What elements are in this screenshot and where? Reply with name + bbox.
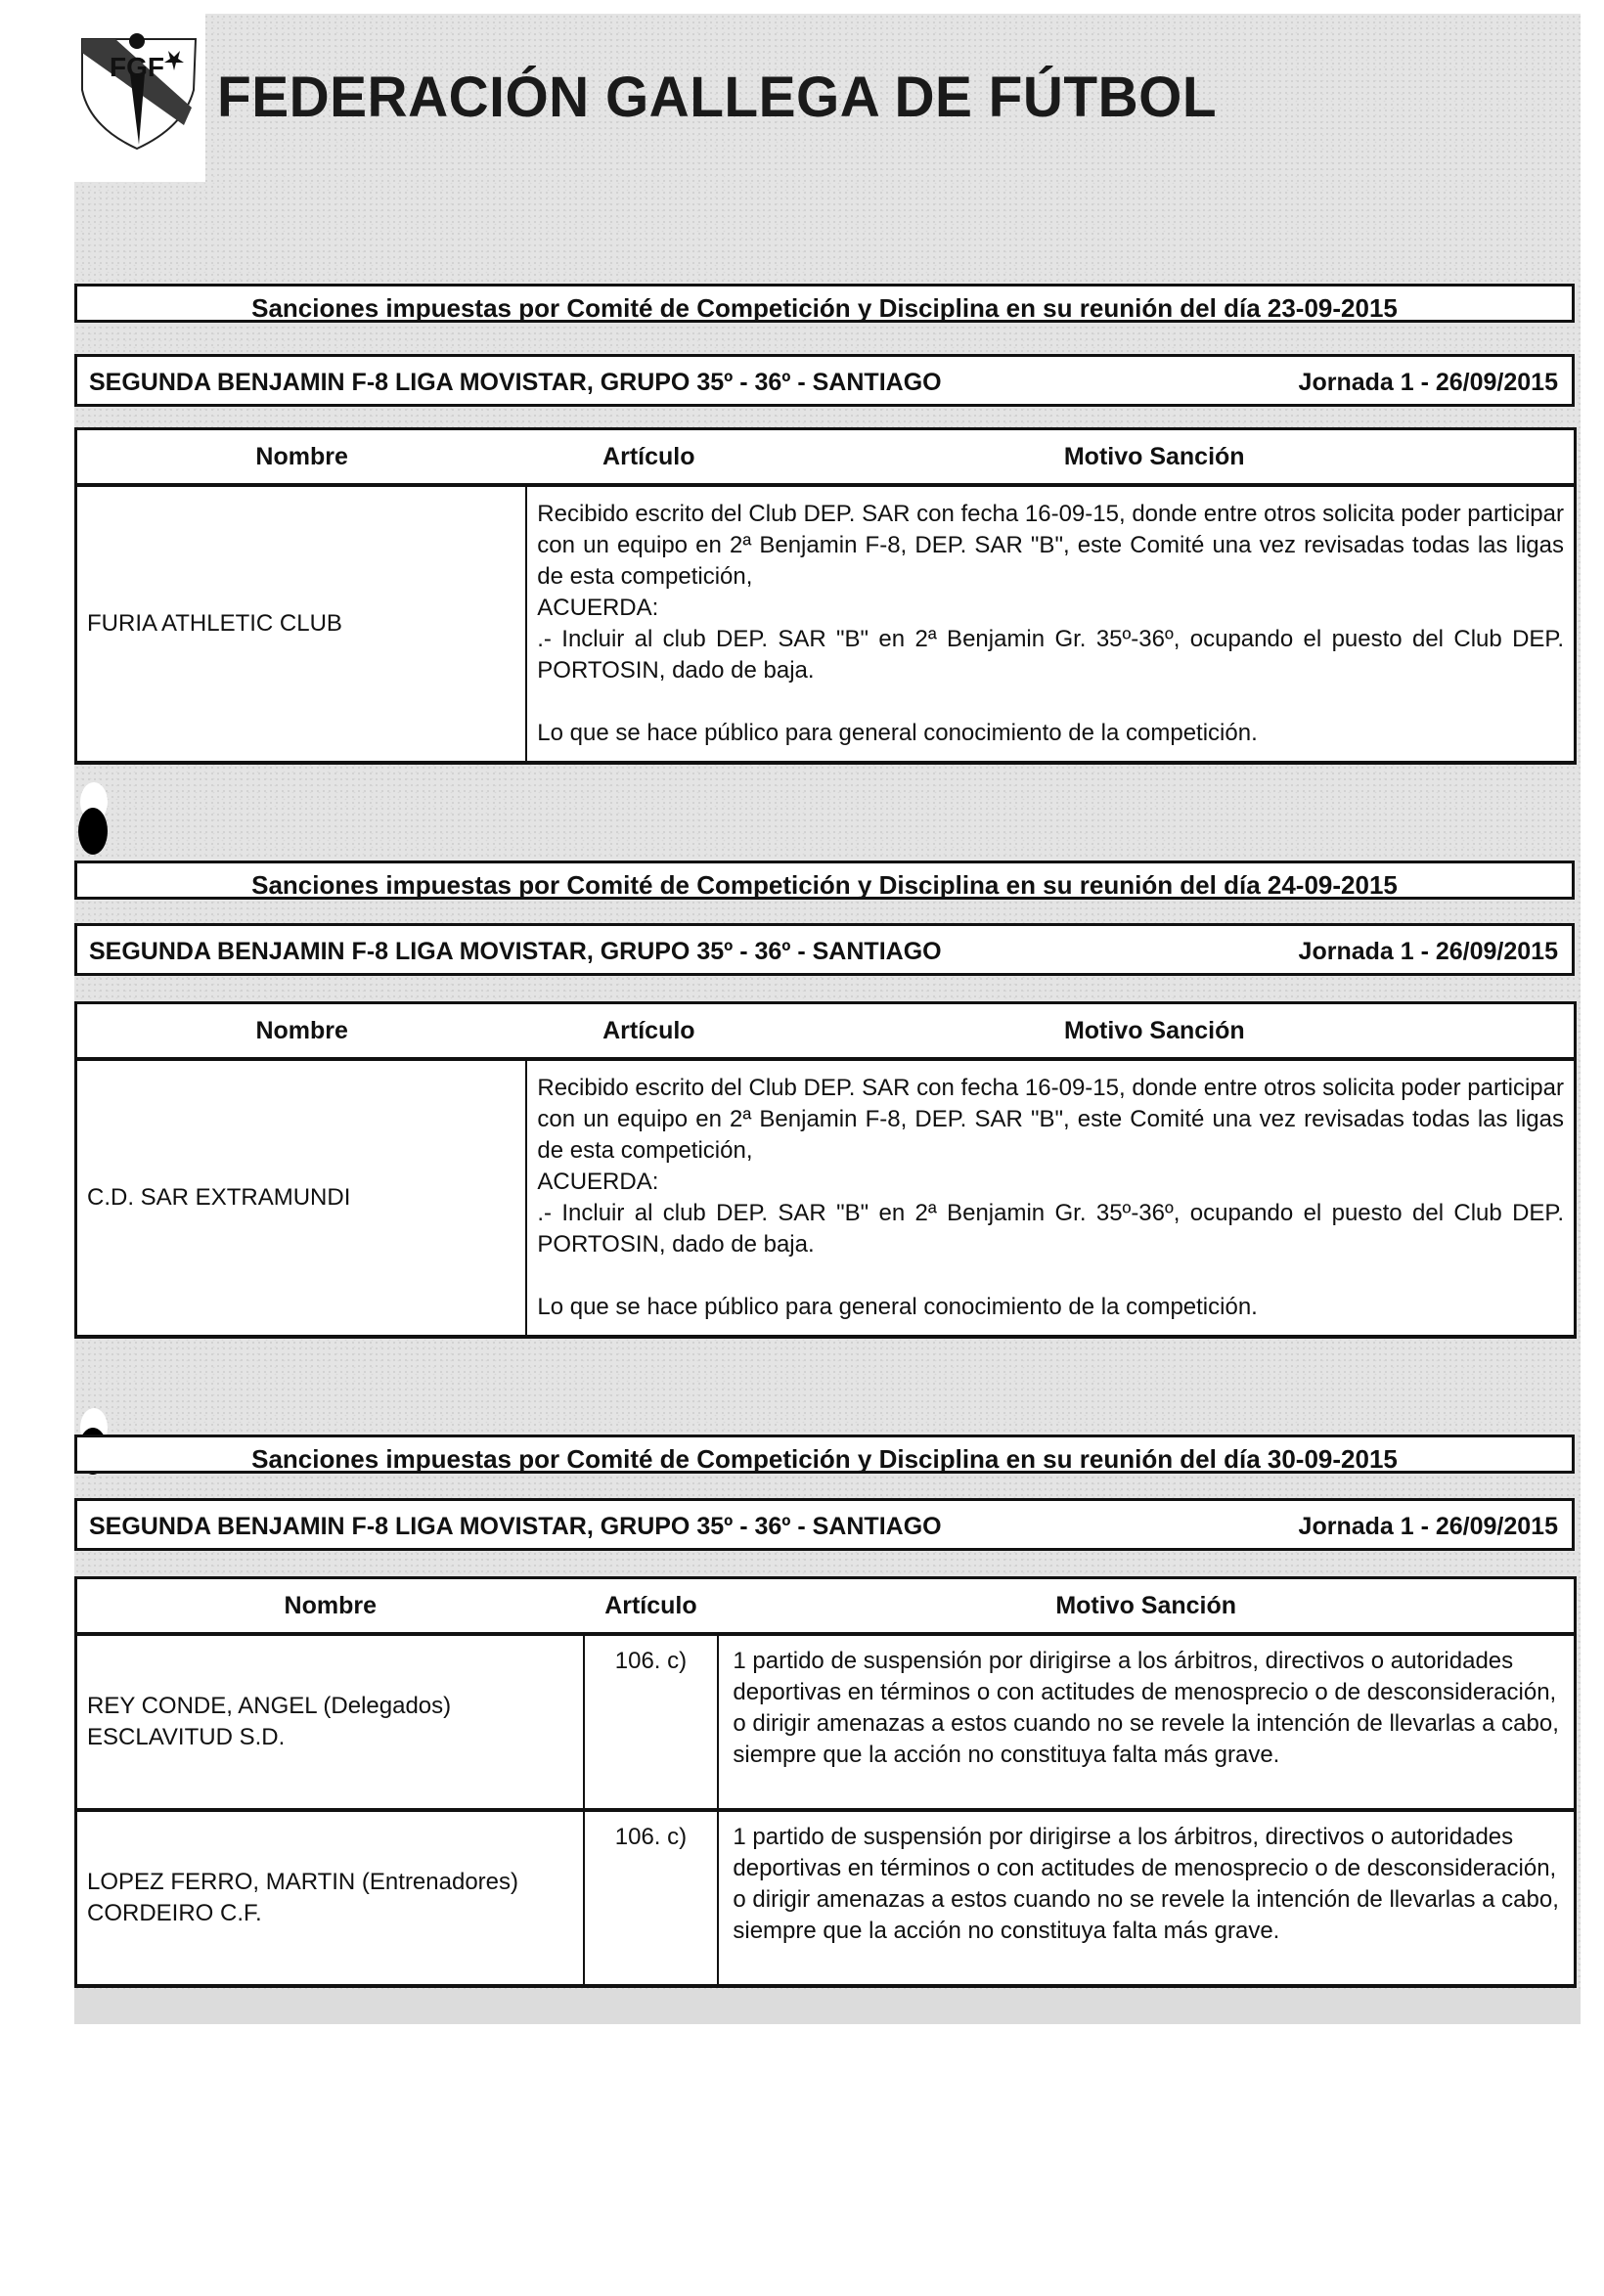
- person-name: REY CONDE, ANGEL (Delegados): [87, 1693, 452, 1719]
- motivo-text: Lo que se hace público para general conocimiento de la competición.: [537, 1294, 1258, 1320]
- motivo-text: .- Incluir al club DEP. SAR "B" en 2ª Benjamin Gr. 35º-36º, ocupando el puesto del Club DEP. PORTOSIN, dado de baja.: [537, 1200, 1564, 1258]
- table-header-row: [76, 1578, 1576, 1635]
- nombre-cell: C.D. SAR EXTRAMUNDI: [87, 1184, 351, 1211]
- meeting-title: Sanciones impuestas por Comité de Competición y Disciplina en su reunión del día 23-09-2015: [74, 284, 1575, 323]
- motivo-cell: 1 partido de suspensión por dirigirse a los árbitros, directivos o autoridades deportivas en términos o con actitudes de menosprecio o de desconsideración, o dirigir amenazas a estos cuando no se revele la intención de llevarlas a cabo, siempre que la acción no constituya falta más grave.: [718, 1810, 1575, 1986]
- sanctions-table: [74, 1576, 1577, 1988]
- person-name: LOPEZ FERRO, MARTIN (Entrenadores): [87, 1869, 518, 1895]
- table-row: [76, 1810, 1576, 1986]
- motivo-text: .- Incluir al club DEP. SAR "B" en 2ª Benjamin Gr. 35º-36º, ocupando el puesto del Club DEP. PORTOSIN, dado de baja.: [537, 626, 1564, 684]
- motivo-text: Recibido escrito del Club DEP. SAR con fecha 16-09-15, donde entre otros solicita poder participar con un equipo en 2ª Benjamin F-8, DEP. SAR "B", este Comité una vez revisadas todas las ligas de esta competición,: [537, 501, 1564, 590]
- column-header-articulo: Artículo: [602, 1016, 695, 1044]
- motivo-text: Recibido escrito del Club DEP. SAR con fecha 16-09-15, donde entre otros solicita poder participar con un equipo en 2ª Benjamin F-8, DEP. SAR "B", este Comité una vez revisadas todas las ligas de esta competición,: [537, 1075, 1564, 1164]
- motivo-text: Lo que se hace público para general conocimiento de la competición.: [537, 720, 1258, 746]
- articulo-cell: 106. c): [584, 1810, 719, 1986]
- table-row: [76, 1634, 1576, 1810]
- competition-bar: [74, 1498, 1575, 1551]
- scan-shadow-band: [74, 1989, 1581, 2024]
- nombre-cell: [76, 1810, 584, 1986]
- fgf-shield-logo-icon: [76, 29, 203, 152]
- motivo-text: ACUERDA:: [537, 595, 659, 621]
- motivo-cell: [526, 1059, 1575, 1337]
- svg-text:FGF: FGF: [110, 52, 164, 82]
- motivo-text: ACUERDA:: [537, 1169, 659, 1195]
- meeting-title: Sanciones impuestas por Comité de Competición y Disciplina en su reunión del día 30-09-2015: [74, 1435, 1575, 1474]
- column-header-articulo: Artículo: [602, 442, 695, 470]
- jornada-date: Jornada 1 - 26/09/2015: [1298, 369, 1558, 396]
- column-header-group: [526, 1003, 1575, 1060]
- competition-name: SEGUNDA BENJAMIN F-8 LIGA MOVISTAR, GRUPO 35º - 36º - SANTIAGO: [89, 369, 942, 396]
- column-header-group: [526, 429, 1575, 486]
- competition-bar: [74, 354, 1575, 407]
- table-header-row: [76, 1003, 1576, 1060]
- column-header-motivo: Motivo Sanción: [1063, 1016, 1245, 1044]
- sanctions-table: [74, 427, 1577, 765]
- meeting-title: Sanciones impuestas por Comité de Competición y Disciplina en su reunión del día 24-09-2015: [74, 861, 1575, 900]
- org-title: FEDERACIÓN GALLEGA DE FÚTBOL: [217, 66, 1218, 129]
- column-header-nombre: Nombre: [76, 429, 527, 486]
- column-header-motivo: Motivo Sanción: [718, 1578, 1575, 1635]
- table-header-row: [76, 429, 1576, 486]
- club-name: ESCLAVITUD S.D.: [87, 1724, 286, 1750]
- punch-hole: [78, 808, 108, 855]
- column-header-motivo: Motivo Sanción: [1063, 442, 1245, 470]
- motivo-cell: [526, 485, 1575, 763]
- competition-name: SEGUNDA BENJAMIN F-8 LIGA MOVISTAR, GRUPO 35º - 36º - SANTIAGO: [89, 938, 942, 965]
- table-row: [76, 485, 1576, 763]
- motivo-cell: 1 partido de suspensión por dirigirse a los árbitros, directivos o autoridades deportivas en términos o con actitudes de menosprecio o de desconsideración, o dirigir amenazas a estos cuando no se revele la intención de llevarlas a cabo, siempre que la acción no constituya falta más grave.: [718, 1634, 1575, 1810]
- sanctions-table: [74, 1001, 1577, 1339]
- logo-area: [0, 0, 205, 182]
- column-header-articulo: Artículo: [584, 1578, 719, 1635]
- jornada-date: Jornada 1 - 26/09/2015: [1298, 1513, 1558, 1540]
- nombre-cell: [76, 1634, 584, 1810]
- table-row: [76, 1059, 1576, 1337]
- jornada-date: Jornada 1 - 26/09/2015: [1298, 938, 1558, 965]
- column-header-nombre: Nombre: [76, 1578, 584, 1635]
- column-header-nombre: Nombre: [76, 1003, 527, 1060]
- club-name: CORDEIRO C.F.: [87, 1900, 262, 1926]
- competition-bar: [74, 923, 1575, 976]
- articulo-cell: 106. c): [584, 1634, 719, 1810]
- competition-name: SEGUNDA BENJAMIN F-8 LIGA MOVISTAR, GRUPO 35º - 36º - SANTIAGO: [89, 1513, 942, 1540]
- nombre-cell: FURIA ATHLETIC CLUB: [87, 610, 342, 637]
